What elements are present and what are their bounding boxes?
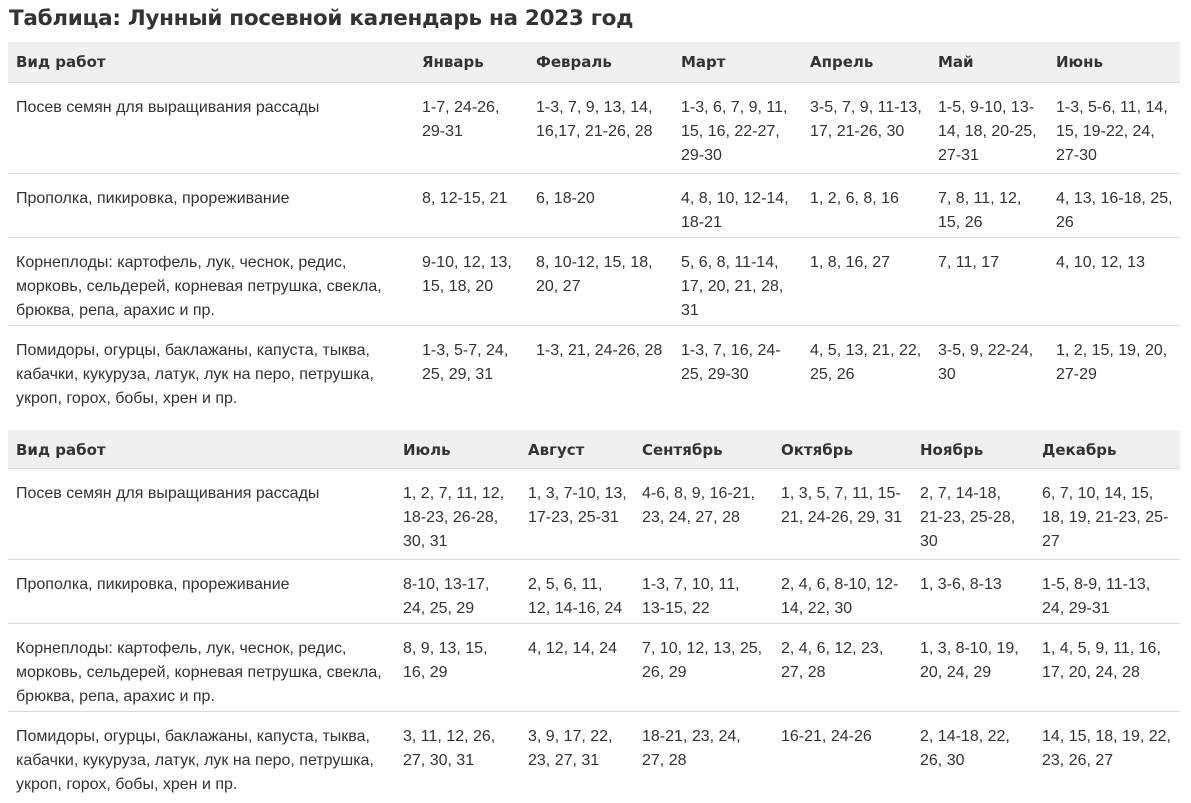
header-month: Август (528, 441, 585, 459)
dates-cell: 2, 4, 6, 12, 23, 27, 28 (781, 639, 884, 681)
dates-cell: 1-5, 8-9, 11-13, 24, 29-31 (1042, 575, 1151, 617)
dates-cell: 8, 10-12, 15, 18, 20, 27 (536, 253, 653, 295)
dates-cell: 3-5, 9, 22-24, 30 (938, 341, 1034, 383)
dates-cell: 1-3, 6, 7, 9, 11, 15, 16, 22-27, 29-30 (681, 98, 788, 164)
table-row (8, 468, 1180, 559)
header-month: Май (938, 53, 974, 71)
work-type-cell: Посев семян для выращивания рассады (16, 484, 320, 502)
dates-cell: 5, 6, 8, 11-14, 17, 20, 21, 28, 31 (681, 253, 784, 319)
dates-cell: 2, 5, 6, 11, 12, 14-16, 24 (528, 575, 623, 617)
header-month: Февраль (536, 53, 612, 71)
dates-cell: 1, 3-6, 8-13 (920, 575, 1002, 593)
header-month: Апрель (810, 53, 874, 71)
work-type-cell: Корнеплоды: картофель, лук, чеснок, редис, морковь, сельдерей, корневая петрушка, свекла, брюква, репа, арахис и пр. (16, 253, 382, 319)
dates-cell: 8-10, 13-17, 24, 25, 29 (403, 575, 490, 617)
dates-cell: 3-5, 7, 9, 11-13, 17, 21-26, 30 (810, 98, 922, 140)
calendar-table-jan-jun (8, 42, 1180, 411)
table-header-row (8, 42, 1180, 82)
dates-cell: 1-3, 5-7, 24, 25, 29, 31 (422, 341, 509, 383)
dates-cell: 7, 8, 11, 12, 15, 26 (938, 189, 1022, 231)
dates-cell: 7, 11, 17 (938, 253, 1000, 271)
dates-cell: 1, 4, 5, 9, 11, 16, 17, 20, 24, 28 (1042, 639, 1161, 681)
dates-cell: 8, 12-15, 21 (422, 189, 508, 207)
dates-cell: 1, 2, 15, 19, 20, 27-29 (1056, 341, 1168, 383)
work-type-cell: Помидоры, огурцы, баклажаны, капуста, тыква, кабачки, кукуруза, латук, лук на перо, петрушка, укроп, горох, бобы, хрен и пр. (16, 341, 374, 407)
page-title: Таблица: Лунный посевной календарь на 2023 год (9, 6, 634, 31)
dates-cell: 1, 2, 6, 8, 16 (810, 189, 899, 207)
dates-cell: 9-10, 12, 13, 15, 18, 20 (422, 253, 512, 295)
table-header-row (8, 430, 1180, 468)
dates-cell: 8, 9, 13, 15, 16, 29 (403, 639, 488, 681)
dates-cell: 4, 5, 13, 21, 22, 25, 26 (810, 341, 922, 383)
table-row (8, 325, 1180, 411)
dates-cell: 3, 11, 12, 26, 27, 30, 31 (403, 727, 496, 769)
dates-cell: 18-21, 23, 24, 27, 28 (642, 727, 741, 769)
dates-cell: 1, 3, 7-10, 13, 17-23, 25-31 (528, 484, 627, 526)
table-row (8, 173, 1180, 237)
dates-cell: 2, 14-18, 22, 26, 30 (920, 727, 1010, 769)
dates-cell: 1-3, 7, 16, 24-25, 29-30 (681, 341, 781, 383)
dates-cell: 4, 13, 16-18, 25, 26 (1056, 189, 1173, 231)
table-row (8, 237, 1180, 325)
header-month: Декабрь (1042, 441, 1117, 459)
dates-cell: 6, 18-20 (536, 189, 595, 207)
dates-cell: 4-6, 8, 9, 16-21, 23, 24, 27, 28 (642, 484, 755, 526)
dates-cell: 4, 12, 14, 24 (528, 639, 617, 657)
header-month: Июнь (1056, 53, 1103, 71)
dates-cell: 1, 2, 7, 11, 12, 18-23, 26-28, 30, 31 (403, 484, 505, 550)
dates-cell: 1-3, 5-6, 11, 14, 15, 19-22, 24, 27-30 (1056, 98, 1168, 164)
dates-cell: 1-3, 7, 9, 13, 14, 16,17, 21-26, 28 (536, 98, 653, 140)
work-type-cell: Помидоры, огурцы, баклажаны, капуста, тыква, кабачки, кукуруза, латук, лук на перо, петрушка, укроп, горох, бобы, хрен и пр. (16, 727, 374, 793)
header-month: Октябрь (781, 441, 853, 459)
work-type-cell: Посев семян для выращивания рассады (16, 98, 320, 116)
table-row (8, 623, 1180, 711)
dates-cell: 1-3, 21, 24-26, 28 (536, 341, 663, 359)
header-month: Март (681, 53, 726, 71)
table-row (8, 82, 1180, 173)
dates-cell: 1-7, 24-26, 29-31 (422, 98, 500, 140)
work-type-cell: Прополка, пикировка, прореживание (16, 575, 290, 593)
dates-cell: 4, 8, 10, 12-14, 18-21 (681, 189, 789, 231)
header-month: Июль (403, 441, 451, 459)
dates-cell: 1, 8, 16, 27 (810, 253, 891, 271)
dates-cell: 7, 10, 12, 13, 25, 26, 29 (642, 639, 763, 681)
table-row (8, 711, 1180, 797)
dates-cell: 6, 7, 10, 14, 15, 18, 19, 21-23, 25-27 (1042, 484, 1169, 550)
header-work-type: Вид работ (16, 441, 106, 459)
dates-cell: 1, 3, 5, 7, 11, 15-21, 24-26, 29, 31 (781, 484, 902, 526)
header-month: Ноябрь (920, 441, 984, 459)
header-month: Январь (422, 53, 484, 71)
header-month: Сентябрь (642, 441, 723, 459)
work-type-cell: Корнеплоды: картофель, лук, чеснок, редис, морковь, сельдерей, корневая петрушка, свекла, брюква, репа, арахис и пр. (16, 639, 382, 705)
dates-cell: 2, 7, 14-18, 21-23, 25-28, 30 (920, 484, 1016, 550)
dates-cell: 1-3, 7, 10, 11, 13-15, 22 (642, 575, 740, 617)
dates-cell: 1, 3, 8-10, 19, 20, 24, 29 (920, 639, 1019, 681)
dates-cell: 1-5, 9-10, 13-14, 18, 20-25, 27-31 (938, 98, 1037, 164)
dates-cell: 16-21, 24-26 (781, 727, 872, 745)
dates-cell: 4, 10, 12, 13 (1056, 253, 1145, 271)
table-row (8, 559, 1180, 623)
dates-cell: 3, 9, 17, 22, 23, 27, 31 (528, 727, 613, 769)
dates-cell: 2, 4, 6, 8-10, 12-14, 22, 30 (781, 575, 899, 617)
calendar-table-jul-dec (8, 430, 1180, 797)
dates-cell: 14, 15, 18, 19, 22, 23, 26, 27 (1042, 727, 1171, 769)
work-type-cell: Прополка, пикировка, прореживание (16, 189, 290, 207)
header-work-type: Вид работ (16, 53, 106, 71)
